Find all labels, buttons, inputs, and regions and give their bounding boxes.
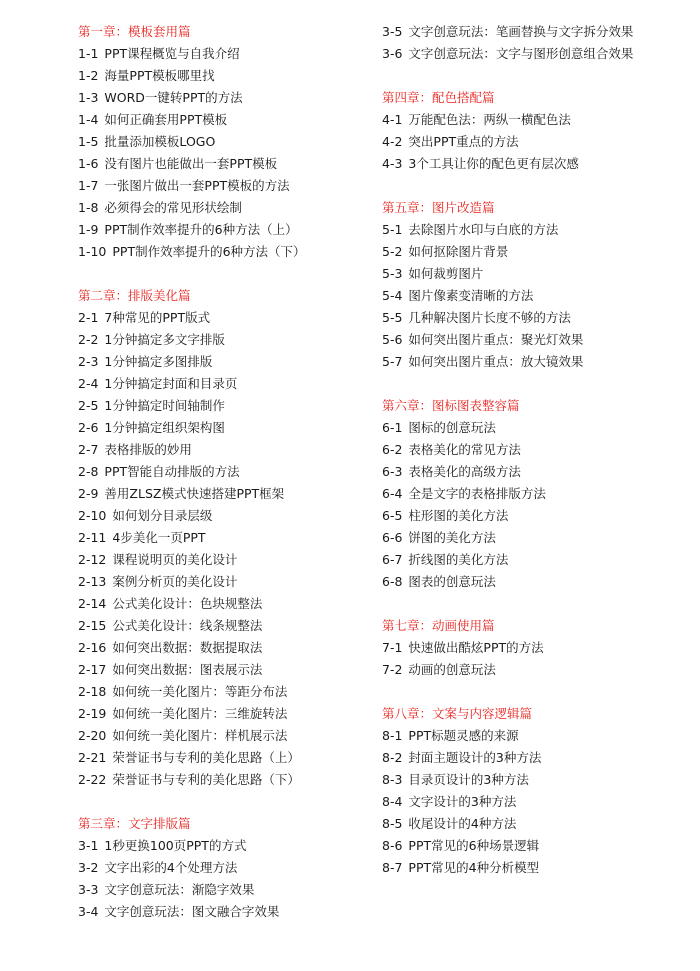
item-number: 1-8 bbox=[78, 200, 99, 215]
item-number: 2-6 bbox=[78, 420, 99, 435]
item-text: 如何正确套用PPT模板 bbox=[104, 112, 228, 127]
list-item bbox=[382, 109, 652, 131]
item-number: 5-5 bbox=[382, 310, 403, 325]
list-item bbox=[78, 351, 368, 373]
item-number: 2-1 bbox=[78, 310, 99, 325]
item-text: 如何统一美化图片：样机展示法 bbox=[112, 728, 288, 743]
item-text: PPT智能自动排版的方法 bbox=[104, 464, 240, 479]
item-number: 1-2 bbox=[78, 68, 99, 83]
list-item bbox=[382, 241, 652, 263]
list-item bbox=[78, 307, 368, 329]
item-number: 2-14 bbox=[78, 596, 107, 611]
item-number: 2-12 bbox=[78, 552, 107, 567]
item-number: 4-3 bbox=[382, 156, 403, 171]
item-number: 3-6 bbox=[382, 46, 403, 61]
item-text: 课程说明页的美化设计 bbox=[112, 552, 238, 567]
list-item bbox=[382, 417, 652, 439]
item-number: 2-15 bbox=[78, 618, 107, 633]
item-number: 8-1 bbox=[382, 728, 403, 743]
list-item bbox=[78, 373, 368, 395]
item-text: 折线图的美化方法 bbox=[408, 552, 509, 567]
item-text: 如何突出数据：数据提取法 bbox=[112, 640, 263, 655]
list-item bbox=[382, 351, 652, 373]
item-text: 如何抠除图片背景 bbox=[408, 244, 509, 259]
list-item bbox=[382, 527, 652, 549]
list-item bbox=[382, 637, 652, 659]
item-text: PPT常见的6种场景逻辑 bbox=[408, 838, 540, 853]
list-item bbox=[382, 43, 652, 65]
list-item bbox=[382, 571, 652, 593]
item-number: 2-7 bbox=[78, 442, 99, 457]
chapter-title: 第一章：模板套用篇 bbox=[78, 24, 191, 39]
list-item bbox=[382, 769, 652, 791]
list-item bbox=[382, 725, 652, 747]
list-item bbox=[78, 659, 368, 681]
right-column bbox=[382, 21, 652, 901]
item-text: 图标的创意玩法 bbox=[408, 420, 496, 435]
chapter-3-part-1 bbox=[78, 813, 368, 923]
item-text: 没有图片也能做出一套PPT模板 bbox=[104, 156, 278, 171]
chapter-1 bbox=[78, 21, 368, 263]
item-text: PPT标题灵感的来源 bbox=[408, 728, 519, 743]
item-text: 全是文字的表格排版方法 bbox=[408, 486, 546, 501]
item-number: 8-3 bbox=[382, 772, 403, 787]
item-number: 1-4 bbox=[78, 112, 99, 127]
chapter-title: 第三章：文字排版篇 bbox=[78, 816, 191, 831]
list-item bbox=[382, 505, 652, 527]
item-text: 文字出彩的4个处理方法 bbox=[104, 860, 238, 875]
list-item bbox=[78, 131, 368, 153]
list-item bbox=[78, 703, 368, 725]
item-number: 2-11 bbox=[78, 530, 107, 545]
chapter-8 bbox=[382, 703, 652, 879]
item-text: 1秒更换100页PPT的方式 bbox=[104, 838, 247, 853]
list-item bbox=[382, 857, 652, 879]
item-number: 2-9 bbox=[78, 486, 99, 501]
list-item bbox=[382, 813, 652, 835]
item-number: 6-6 bbox=[382, 530, 403, 545]
item-text: 文字创意玩法：图文融合字效果 bbox=[104, 904, 280, 919]
item-text: 荣誉证书与专利的美化思路（上） bbox=[112, 750, 300, 765]
list-item bbox=[78, 87, 368, 109]
item-text: 图表的创意玩法 bbox=[408, 574, 496, 589]
chapter-title: 第四章：配色搭配篇 bbox=[382, 90, 495, 105]
item-number: 1-10 bbox=[78, 244, 107, 259]
list-item bbox=[382, 329, 652, 351]
item-number: 7-1 bbox=[382, 640, 403, 655]
list-item bbox=[78, 65, 368, 87]
item-number: 2-8 bbox=[78, 464, 99, 479]
item-text: 一张图片做出一套PPT模板的方法 bbox=[104, 178, 290, 193]
item-text: PPT制作效率提升的6种方法（下） bbox=[112, 244, 306, 259]
item-number: 3-1 bbox=[78, 838, 99, 853]
item-text: 荣誉证书与专利的美化思路（下） bbox=[112, 772, 300, 787]
item-text: 如何划分目录层级 bbox=[112, 508, 213, 523]
item-text: 1分钟搞定多图排版 bbox=[104, 354, 213, 369]
list-item bbox=[382, 307, 652, 329]
item-text: PPT课程概览与自我介绍 bbox=[104, 46, 240, 61]
list-item bbox=[78, 681, 368, 703]
item-number: 4-1 bbox=[382, 112, 403, 127]
list-item bbox=[78, 109, 368, 131]
list-item bbox=[78, 615, 368, 637]
item-number: 3-4 bbox=[78, 904, 99, 919]
list-item bbox=[382, 461, 652, 483]
list-item bbox=[78, 395, 368, 417]
item-number: 3-5 bbox=[382, 24, 403, 39]
list-item bbox=[382, 549, 652, 571]
item-text: 如何突出图片重点：放大镜效果 bbox=[408, 354, 584, 369]
item-number: 4-2 bbox=[382, 134, 403, 149]
item-number: 1-6 bbox=[78, 156, 99, 171]
item-text: 万能配色法：两纵一横配色法 bbox=[408, 112, 571, 127]
item-text: 快速做出酷炫PPT的方法 bbox=[408, 640, 544, 655]
list-item bbox=[78, 769, 368, 791]
item-text: 必须得会的常见形状绘制 bbox=[104, 200, 242, 215]
list-item bbox=[78, 593, 368, 615]
item-text: 1分钟搞定时间轴制作 bbox=[104, 398, 225, 413]
item-number: 5-1 bbox=[382, 222, 403, 237]
item-number: 8-7 bbox=[382, 860, 403, 875]
item-text: 1分钟搞定封面和目录页 bbox=[104, 376, 238, 391]
item-text: 1分钟搞定组织架构图 bbox=[104, 420, 225, 435]
list-item bbox=[382, 439, 652, 461]
item-text: 公式美化设计：线条规整法 bbox=[112, 618, 263, 633]
item-number: 6-2 bbox=[382, 442, 403, 457]
list-item bbox=[382, 263, 652, 285]
list-item bbox=[78, 857, 368, 879]
item-number: 3-2 bbox=[78, 860, 99, 875]
chapter-5 bbox=[382, 197, 652, 373]
list-item bbox=[78, 879, 368, 901]
chapter-7 bbox=[382, 615, 652, 681]
list-item bbox=[382, 131, 652, 153]
item-text: 批量添加模板LOGO bbox=[104, 134, 216, 149]
item-text: 1分钟搞定多文字排版 bbox=[104, 332, 225, 347]
item-text: PPT常见的4种分析模型 bbox=[408, 860, 540, 875]
chapter-title: 第八章：文案与内容逻辑篇 bbox=[382, 706, 533, 721]
chapter-title: 第二章：排版美化篇 bbox=[78, 288, 191, 303]
item-text: 收尾设计的4种方法 bbox=[408, 816, 517, 831]
item-text: 文字创意玩法：笔画替换与文字拆分效果 bbox=[408, 24, 634, 39]
list-item bbox=[78, 329, 368, 351]
item-text: 去除图片水印与白底的方法 bbox=[408, 222, 559, 237]
item-text: 饼图的美化方法 bbox=[408, 530, 496, 545]
item-number: 5-4 bbox=[382, 288, 403, 303]
list-item bbox=[382, 791, 652, 813]
chapter-title: 第七章：动画使用篇 bbox=[382, 618, 495, 633]
list-item bbox=[78, 505, 368, 527]
list-item bbox=[382, 835, 652, 857]
item-text: PPT制作效率提升的6种方法（上） bbox=[104, 222, 298, 237]
item-number: 2-4 bbox=[78, 376, 99, 391]
item-number: 2-19 bbox=[78, 706, 107, 721]
chapter-4 bbox=[382, 87, 652, 175]
item-number: 5-7 bbox=[382, 354, 403, 369]
list-item bbox=[382, 153, 652, 175]
item-text: 突出PPT重点的方法 bbox=[408, 134, 519, 149]
item-text: 7种常见的PPT版式 bbox=[104, 310, 211, 325]
list-item bbox=[78, 219, 368, 241]
item-number: 2-3 bbox=[78, 354, 99, 369]
chapter-title: 第五章：图片改造篇 bbox=[382, 200, 495, 215]
list-item bbox=[382, 747, 652, 769]
item-text: 封面主题设计的3种方法 bbox=[408, 750, 542, 765]
item-number: 6-1 bbox=[382, 420, 403, 435]
item-number: 2-21 bbox=[78, 750, 107, 765]
list-item bbox=[78, 417, 368, 439]
list-item bbox=[78, 549, 368, 571]
item-text: 如何突出图片重点：聚光灯效果 bbox=[408, 332, 584, 347]
item-number: 2-2 bbox=[78, 332, 99, 347]
chapter-6 bbox=[382, 395, 652, 593]
item-text: 如何统一美化图片：等距分布法 bbox=[112, 684, 288, 699]
list-item bbox=[78, 197, 368, 219]
item-text: 3个工具让你的配色更有层次感 bbox=[408, 156, 579, 171]
item-number: 2-5 bbox=[78, 398, 99, 413]
item-number: 2-10 bbox=[78, 508, 107, 523]
item-text: 柱形图的美化方法 bbox=[408, 508, 509, 523]
list-item bbox=[382, 21, 652, 43]
item-number: 5-6 bbox=[382, 332, 403, 347]
list-item bbox=[78, 439, 368, 461]
list-item bbox=[78, 241, 368, 263]
list-item bbox=[382, 659, 652, 681]
item-number: 6-4 bbox=[382, 486, 403, 501]
item-text: 善用ZLSZ模式快速搭建PPT框架 bbox=[104, 486, 285, 501]
list-item bbox=[78, 747, 368, 769]
item-number: 3-3 bbox=[78, 882, 99, 897]
item-text: 表格排版的妙用 bbox=[104, 442, 192, 457]
item-text: 目录页设计的3种方法 bbox=[408, 772, 529, 787]
list-item bbox=[78, 835, 368, 857]
item-number: 2-20 bbox=[78, 728, 107, 743]
list-item bbox=[78, 901, 368, 923]
item-text: 4步美化一页PPT bbox=[112, 530, 206, 545]
item-text: 如何突出数据：图表展示法 bbox=[112, 662, 263, 677]
item-text: 案例分析页的美化设计 bbox=[112, 574, 238, 589]
left-column bbox=[78, 21, 368, 945]
list-item bbox=[78, 527, 368, 549]
list-item bbox=[382, 219, 652, 241]
item-number: 8-4 bbox=[382, 794, 403, 809]
item-text: 如何统一美化图片：三维旋转法 bbox=[112, 706, 288, 721]
item-text: 文字创意玩法：文字与图形创意组合效果 bbox=[408, 46, 634, 61]
item-number: 6-8 bbox=[382, 574, 403, 589]
chapter-title: 第六章：图标图表整容篇 bbox=[382, 398, 520, 413]
item-number: 5-2 bbox=[382, 244, 403, 259]
chapter-3-part-2 bbox=[382, 21, 652, 65]
item-number: 1-9 bbox=[78, 222, 99, 237]
item-number: 2-22 bbox=[78, 772, 107, 787]
item-text: 公式美化设计：色块规整法 bbox=[112, 596, 263, 611]
item-number: 7-2 bbox=[382, 662, 403, 677]
item-text: 文字设计的3种方法 bbox=[408, 794, 517, 809]
item-text: 动画的创意玩法 bbox=[408, 662, 496, 677]
item-text: 图片像素变清晰的方法 bbox=[408, 288, 534, 303]
list-item bbox=[382, 285, 652, 307]
list-item bbox=[78, 637, 368, 659]
item-text: 海量PPT模板哪里找 bbox=[104, 68, 215, 83]
item-text: 如何裁剪图片 bbox=[408, 266, 484, 281]
item-number: 6-5 bbox=[382, 508, 403, 523]
item-number: 8-6 bbox=[382, 838, 403, 853]
list-item bbox=[78, 175, 368, 197]
item-text: 表格美化的常见方法 bbox=[408, 442, 521, 457]
list-item bbox=[78, 571, 368, 593]
item-text: 几种解决图片长度不够的方法 bbox=[408, 310, 571, 325]
list-item bbox=[382, 483, 652, 505]
item-text: 文字创意玩法：渐隐字效果 bbox=[104, 882, 255, 897]
list-item bbox=[78, 43, 368, 65]
item-number: 6-7 bbox=[382, 552, 403, 567]
list-item bbox=[78, 483, 368, 505]
item-number: 8-5 bbox=[382, 816, 403, 831]
item-number: 2-16 bbox=[78, 640, 107, 655]
item-number: 5-3 bbox=[382, 266, 403, 281]
item-number: 2-13 bbox=[78, 574, 107, 589]
chapter-2 bbox=[78, 285, 368, 791]
item-number: 1-7 bbox=[78, 178, 99, 193]
item-text: WORD一键转PPT的方法 bbox=[104, 90, 243, 105]
item-number: 2-18 bbox=[78, 684, 107, 699]
item-number: 1-5 bbox=[78, 134, 99, 149]
item-number: 2-17 bbox=[78, 662, 107, 677]
list-item bbox=[78, 461, 368, 483]
item-number: 8-2 bbox=[382, 750, 403, 765]
item-number: 1-3 bbox=[78, 90, 99, 105]
item-number: 6-3 bbox=[382, 464, 403, 479]
item-number: 1-1 bbox=[78, 46, 99, 61]
list-item bbox=[78, 725, 368, 747]
item-text: 表格美化的高级方法 bbox=[408, 464, 521, 479]
list-item bbox=[78, 153, 368, 175]
